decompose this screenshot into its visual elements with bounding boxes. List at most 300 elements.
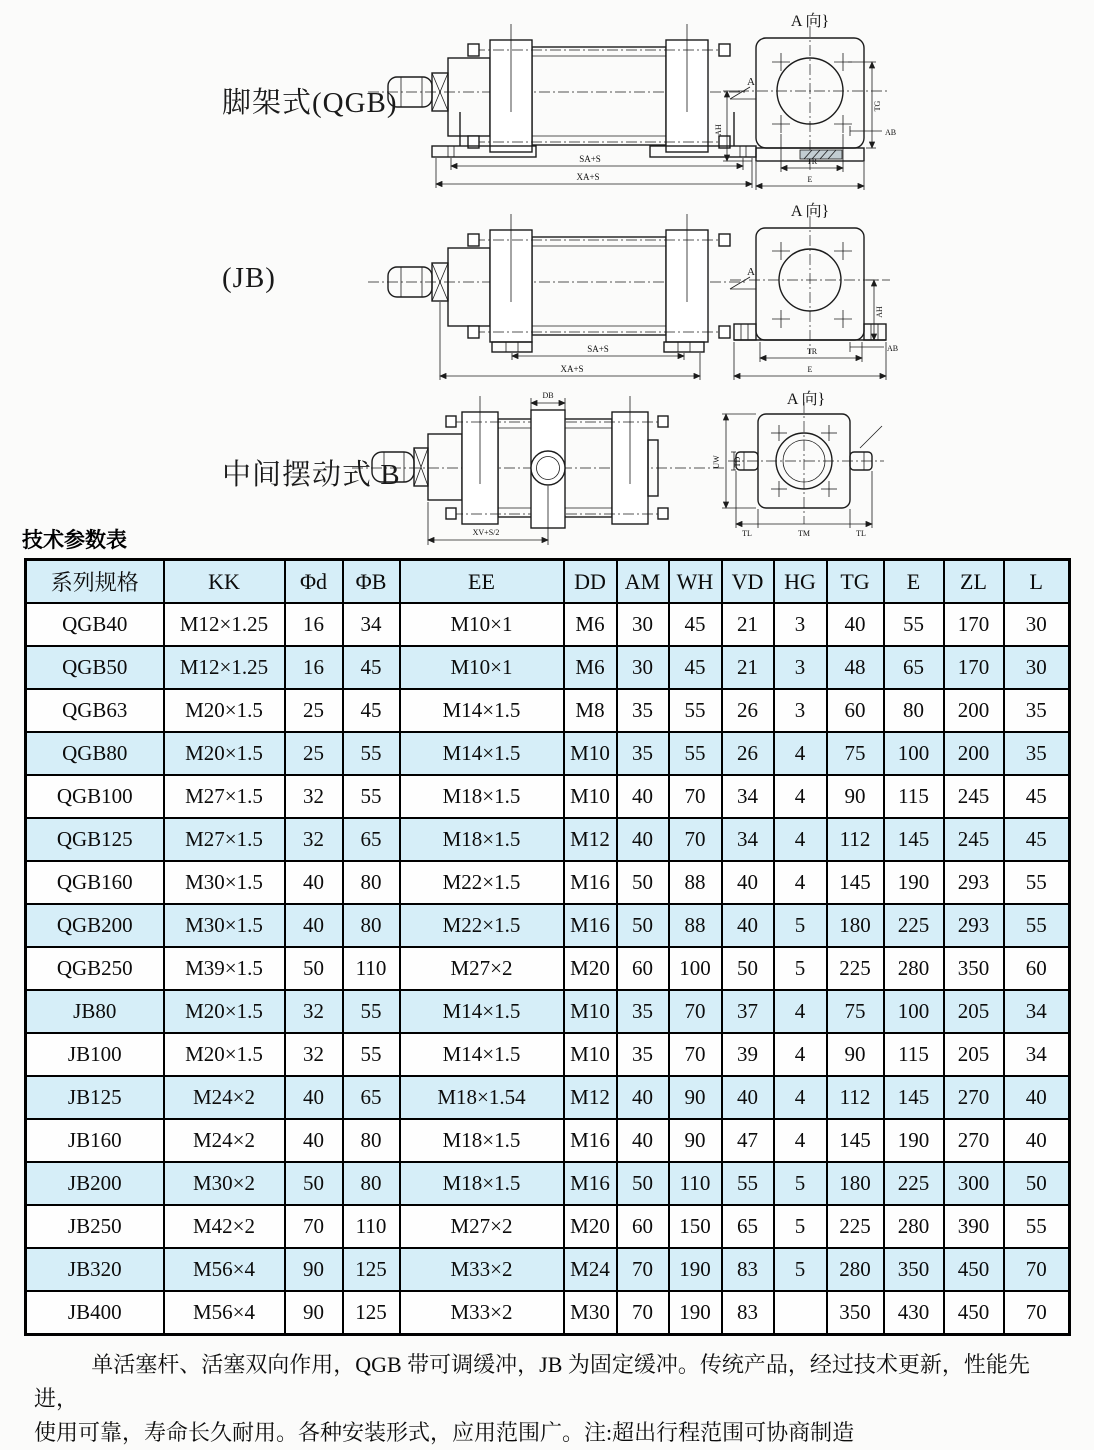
value-cell: 90 <box>827 1033 884 1076</box>
value-cell: 32 <box>285 1033 343 1076</box>
value-cell: M20 <box>564 947 617 990</box>
value-cell: 4 <box>774 1119 827 1162</box>
series-cell: QGB125 <box>26 818 164 861</box>
value-cell: 45 <box>1004 818 1070 861</box>
value-cell: M30 <box>564 1291 617 1335</box>
value-cell: 55 <box>343 1033 400 1076</box>
value-cell: M14×1.5 <box>400 689 564 732</box>
value-cell: 35 <box>617 1033 669 1076</box>
series-cell: JB320 <box>26 1248 164 1291</box>
footer-notes <box>34 1348 1068 1450</box>
value-cell: 145 <box>827 1119 884 1162</box>
value-cell: 70 <box>669 990 722 1033</box>
value-cell: 21 <box>722 603 774 646</box>
value-cell: M14×1.5 <box>400 990 564 1033</box>
value-cell: 55 <box>1004 904 1070 947</box>
mid-side-view <box>352 391 724 545</box>
value-cell: 83 <box>722 1291 774 1335</box>
value-cell: 170 <box>944 603 1004 646</box>
value-cell: 225 <box>827 947 884 990</box>
value-cell: 390 <box>944 1205 1004 1248</box>
value-cell: 40 <box>827 603 884 646</box>
dim-tm-mid: TM <box>798 529 810 538</box>
table-row <box>26 775 1070 818</box>
value-cell: 45 <box>343 646 400 689</box>
value-cell: 40 <box>617 775 669 818</box>
table-row <box>26 1033 1070 1076</box>
value-cell: M20×1.5 <box>164 732 285 775</box>
value-cell: 3 <box>774 689 827 732</box>
value-cell: M27×2 <box>400 1205 564 1248</box>
table-row <box>26 904 1070 947</box>
column-header: VD <box>722 560 774 604</box>
series-cell: QGB80 <box>26 732 164 775</box>
series-cell: JB250 <box>26 1205 164 1248</box>
column-header: L <box>1004 560 1070 604</box>
table-row <box>26 861 1070 904</box>
table-row <box>26 1205 1070 1248</box>
value-cell: 200 <box>944 732 1004 775</box>
value-cell: 450 <box>944 1248 1004 1291</box>
series-cell: QGB63 <box>26 689 164 732</box>
label-jb: (JB) <box>222 262 276 294</box>
value-cell: 35 <box>1004 732 1070 775</box>
value-cell: 55 <box>722 1162 774 1205</box>
value-cell: 21 <box>722 646 774 689</box>
value-cell: 40 <box>1004 1119 1070 1162</box>
view-title-jb: A 向} <box>790 203 830 220</box>
value-cell: 35 <box>617 732 669 775</box>
value-cell: 145 <box>884 818 944 861</box>
dim-db-mid: DB <box>542 391 554 400</box>
footer-line-1: 单活塞杆、活塞双向作用，QGB 带可调缓冲，JB 为固定缓冲。传统产品，经过技术更新，性能先进， <box>34 1352 1030 1412</box>
value-cell: 70 <box>669 775 722 818</box>
value-cell: 450 <box>944 1291 1004 1335</box>
value-cell: 65 <box>884 646 944 689</box>
value-cell: M20 <box>564 1205 617 1248</box>
value-cell: 125 <box>343 1248 400 1291</box>
value-cell: M42×2 <box>164 1205 285 1248</box>
value-cell: 50 <box>285 1162 343 1205</box>
value-cell: 205 <box>944 990 1004 1033</box>
value-cell: 60 <box>617 1205 669 1248</box>
value-cell: 350 <box>884 1248 944 1291</box>
series-cell: QGB100 <box>26 775 164 818</box>
value-cell: M22×1.5 <box>400 861 564 904</box>
value-cell: 4 <box>774 775 827 818</box>
series-cell: JB125 <box>26 1076 164 1119</box>
value-cell: 37 <box>722 990 774 1033</box>
value-cell: 5 <box>774 1205 827 1248</box>
value-cell: M18×1.5 <box>400 1119 564 1162</box>
value-cell: 16 <box>285 603 343 646</box>
table-row <box>26 1119 1070 1162</box>
column-header: Φd <box>285 560 343 604</box>
value-cell: M10×1 <box>400 603 564 646</box>
value-cell: 70 <box>617 1291 669 1335</box>
value-cell: M18×1.5 <box>400 818 564 861</box>
value-cell: M20×1.5 <box>164 990 285 1033</box>
series-cell: JB100 <box>26 1033 164 1076</box>
value-cell: 70 <box>1004 1291 1070 1335</box>
value-cell: M6 <box>564 646 617 689</box>
value-cell: 45 <box>669 646 722 689</box>
dim-tl-right-mid: TL <box>856 529 866 538</box>
value-cell: 55 <box>669 689 722 732</box>
dim-tl-left-mid: TL <box>742 529 752 538</box>
series-cell: QGB250 <box>26 947 164 990</box>
value-cell: 270 <box>944 1119 1004 1162</box>
value-cell: 225 <box>827 1205 884 1248</box>
series-cell: QGB40 <box>26 603 164 646</box>
value-cell: M14×1.5 <box>400 732 564 775</box>
dim-ab-qgb: AB <box>885 128 897 137</box>
table-row <box>26 1248 1070 1291</box>
value-cell: 5 <box>774 1162 827 1205</box>
arrow-a-jb: A <box>747 266 755 278</box>
value-cell: 40 <box>285 861 343 904</box>
value-cell: M18×1.54 <box>400 1076 564 1119</box>
technical-drawings <box>0 0 1094 545</box>
value-cell: 32 <box>285 775 343 818</box>
value-cell: 293 <box>944 904 1004 947</box>
value-cell: 30 <box>617 646 669 689</box>
value-cell: 60 <box>1004 947 1070 990</box>
value-cell: 26 <box>722 689 774 732</box>
value-cell: 60 <box>617 947 669 990</box>
value-cell: M24×2 <box>164 1119 285 1162</box>
value-cell: 34 <box>722 775 774 818</box>
value-cell: 40 <box>617 1076 669 1119</box>
value-cell: 40 <box>722 1076 774 1119</box>
value-cell: M22×1.5 <box>400 904 564 947</box>
value-cell: M20×1.5 <box>164 689 285 732</box>
dim-xa-jb: XA+S <box>560 364 584 374</box>
value-cell: 270 <box>944 1076 1004 1119</box>
value-cell: 100 <box>669 947 722 990</box>
column-header: DD <box>564 560 617 604</box>
value-cell: 40 <box>285 1119 343 1162</box>
value-cell: 225 <box>884 904 944 947</box>
value-cell: 70 <box>1004 1248 1070 1291</box>
series-cell: JB200 <box>26 1162 164 1205</box>
value-cell: 145 <box>827 861 884 904</box>
value-cell: M30×1.5 <box>164 861 285 904</box>
table-row <box>26 990 1070 1033</box>
dim-sa-qgb: SA+S <box>579 154 601 164</box>
value-cell: 47 <box>722 1119 774 1162</box>
value-cell: M27×2 <box>400 947 564 990</box>
value-cell: 55 <box>1004 1205 1070 1248</box>
value-cell: M30×2 <box>164 1162 285 1205</box>
value-cell: 125 <box>343 1291 400 1335</box>
value-cell: 34 <box>1004 1033 1070 1076</box>
value-cell: M6 <box>564 603 617 646</box>
dim-tg-qgb: TG <box>873 100 882 112</box>
value-cell: 280 <box>884 947 944 990</box>
value-cell: 30 <box>617 603 669 646</box>
value-cell: 55 <box>343 775 400 818</box>
table-row <box>26 732 1070 775</box>
value-cell: 88 <box>669 861 722 904</box>
value-cell: M16 <box>564 1119 617 1162</box>
dim-e-jb: E <box>807 365 813 374</box>
series-cell: QGB160 <box>26 861 164 904</box>
arrow-a-qgb: A <box>747 76 755 88</box>
value-cell <box>774 1291 827 1335</box>
value-cell: 40 <box>285 1076 343 1119</box>
column-header: HG <box>774 560 827 604</box>
value-cell: 16 <box>285 646 343 689</box>
value-cell: 26 <box>722 732 774 775</box>
column-header: WH <box>669 560 722 604</box>
value-cell: 90 <box>827 775 884 818</box>
label-mid-trunnion: 中间摆动式 B <box>222 459 401 491</box>
series-cell: JB400 <box>26 1291 164 1335</box>
value-cell: 39 <box>722 1033 774 1076</box>
value-cell: 90 <box>285 1291 343 1335</box>
value-cell: 293 <box>944 861 1004 904</box>
value-cell: 4 <box>774 1033 827 1076</box>
dim-sa-jb: SA+S <box>587 344 609 354</box>
value-cell: M14×1.5 <box>400 1033 564 1076</box>
value-cell: 80 <box>884 689 944 732</box>
value-cell: 45 <box>669 603 722 646</box>
value-cell: 40 <box>1004 1076 1070 1119</box>
value-cell: 190 <box>669 1248 722 1291</box>
qgb-a-view <box>714 12 896 190</box>
value-cell: 65 <box>722 1205 774 1248</box>
value-cell: M24×2 <box>164 1076 285 1119</box>
value-cell: 65 <box>343 818 400 861</box>
value-cell: M56×4 <box>164 1248 285 1291</box>
bolt-cross-marks <box>772 53 852 133</box>
value-cell: 55 <box>1004 861 1070 904</box>
value-cell: 110 <box>669 1162 722 1205</box>
series-cell: JB80 <box>26 990 164 1033</box>
value-cell: 75 <box>827 732 884 775</box>
spec-table <box>24 558 1071 1336</box>
value-cell: 70 <box>617 1248 669 1291</box>
value-cell: 32 <box>285 818 343 861</box>
value-cell: 35 <box>617 990 669 1033</box>
value-cell: 50 <box>617 904 669 947</box>
table-row <box>26 1162 1070 1205</box>
value-cell: 50 <box>722 947 774 990</box>
value-cell: 5 <box>774 904 827 947</box>
column-header: E <box>884 560 944 604</box>
dim-xa-qgb: XA+S <box>576 172 600 182</box>
value-cell: M10 <box>564 990 617 1033</box>
value-cell: 88 <box>669 904 722 947</box>
value-cell: 245 <box>944 775 1004 818</box>
value-cell: M33×2 <box>400 1291 564 1335</box>
value-cell: 225 <box>884 1162 944 1205</box>
value-cell: M27×1.5 <box>164 775 285 818</box>
value-cell: 350 <box>827 1291 884 1335</box>
value-cell: 4 <box>774 861 827 904</box>
view-title-mid: A 向} <box>786 391 826 408</box>
value-cell: 45 <box>343 689 400 732</box>
value-cell: M12×1.25 <box>164 603 285 646</box>
column-header: TG <box>827 560 884 604</box>
jb-a-view <box>730 202 898 380</box>
value-cell: 40 <box>617 818 669 861</box>
value-cell: 50 <box>617 861 669 904</box>
value-cell: 112 <box>827 1076 884 1119</box>
value-cell: 5 <box>774 1248 827 1291</box>
value-cell: 280 <box>884 1205 944 1248</box>
value-cell: 3 <box>774 646 827 689</box>
dim-ab-jb: AB <box>887 344 899 353</box>
value-cell: 25 <box>285 732 343 775</box>
dim-e-qgb: E <box>807 175 813 184</box>
value-cell: 430 <box>884 1291 944 1335</box>
value-cell: 34 <box>722 818 774 861</box>
value-cell: 80 <box>343 1119 400 1162</box>
value-cell: 34 <box>343 603 400 646</box>
value-cell: 90 <box>285 1248 343 1291</box>
value-cell: 245 <box>944 818 1004 861</box>
series-cell: JB160 <box>26 1119 164 1162</box>
value-cell: 5 <box>774 947 827 990</box>
value-cell: M33×2 <box>400 1248 564 1291</box>
value-cell: 4 <box>774 990 827 1033</box>
value-cell: 40 <box>617 1119 669 1162</box>
value-cell: 110 <box>343 947 400 990</box>
value-cell: 60 <box>827 689 884 732</box>
value-cell: M16 <box>564 904 617 947</box>
value-cell: M12×1.25 <box>164 646 285 689</box>
value-cell: 80 <box>343 904 400 947</box>
drawings-svg <box>0 0 1094 545</box>
dim-xv-mid: XV+S/2 <box>472 528 500 537</box>
value-cell: 70 <box>285 1205 343 1248</box>
footer-line-2: 使用可靠，寿命长久耐用。各种安装形式，应用范围广。注:超出行程范围可协商制造 <box>34 1420 855 1446</box>
table-row <box>26 646 1070 689</box>
value-cell: 50 <box>617 1162 669 1205</box>
qgb-side-view <box>368 24 756 188</box>
view-title-qgb: A 向} <box>790 13 830 30</box>
value-cell: 45 <box>1004 775 1070 818</box>
value-cell: 100 <box>884 990 944 1033</box>
value-cell: 90 <box>669 1119 722 1162</box>
column-header: AM <box>617 560 669 604</box>
column-header: EE <box>400 560 564 604</box>
value-cell: 30 <box>1004 646 1070 689</box>
value-cell: 300 <box>944 1162 1004 1205</box>
value-cell: M30×1.5 <box>164 904 285 947</box>
value-cell: 75 <box>827 990 884 1033</box>
value-cell: 4 <box>774 1076 827 1119</box>
column-header: KK <box>164 560 285 604</box>
value-cell: 40 <box>285 904 343 947</box>
jb-side-view <box>368 214 756 380</box>
value-cell: 170 <box>944 646 1004 689</box>
value-cell: 180 <box>827 1162 884 1205</box>
mid-a-view <box>712 390 884 538</box>
value-cell: 115 <box>884 775 944 818</box>
value-cell: 55 <box>343 990 400 1033</box>
value-cell: 50 <box>285 947 343 990</box>
value-cell: 70 <box>669 818 722 861</box>
value-cell: 90 <box>669 1076 722 1119</box>
value-cell: 40 <box>722 904 774 947</box>
dim-ah-jb: AH <box>875 306 884 318</box>
value-cell: 65 <box>343 1076 400 1119</box>
value-cell: 200 <box>944 689 1004 732</box>
table-row <box>26 1291 1070 1335</box>
value-cell: 83 <box>722 1248 774 1291</box>
dim-tr-qgb: TR <box>806 157 818 166</box>
table-row <box>26 818 1070 861</box>
value-cell: 4 <box>774 732 827 775</box>
table-header-row <box>26 560 1070 604</box>
value-cell: M10 <box>564 1033 617 1076</box>
value-cell: M10 <box>564 732 617 775</box>
value-cell: 180 <box>827 904 884 947</box>
value-cell: M12 <box>564 1076 617 1119</box>
value-cell: 115 <box>884 1033 944 1076</box>
value-cell: M8 <box>564 689 617 732</box>
value-cell: M12 <box>564 818 617 861</box>
dim-tr-jb: TR <box>806 347 818 356</box>
dim-ah-qgb: AH <box>714 124 723 136</box>
value-cell: M24 <box>564 1248 617 1291</box>
value-cell: M16 <box>564 1162 617 1205</box>
value-cell: 25 <box>285 689 343 732</box>
value-cell: 100 <box>884 732 944 775</box>
value-cell: M18×1.5 <box>400 1162 564 1205</box>
value-cell: 40 <box>722 861 774 904</box>
value-cell: 80 <box>343 861 400 904</box>
value-cell: 350 <box>944 947 1004 990</box>
value-cell: 280 <box>827 1248 884 1291</box>
value-cell: 34 <box>1004 990 1070 1033</box>
value-cell: 4 <box>774 818 827 861</box>
value-cell: 150 <box>669 1205 722 1248</box>
value-cell: 32 <box>285 990 343 1033</box>
label-foot-mount-qgb: 脚架式(QGB) <box>222 87 398 119</box>
value-cell: 35 <box>617 689 669 732</box>
value-cell: 48 <box>827 646 884 689</box>
table-body <box>26 603 1070 1335</box>
value-cell: 55 <box>343 732 400 775</box>
value-cell: 112 <box>827 818 884 861</box>
value-cell: 70 <box>669 1033 722 1076</box>
value-cell: 80 <box>343 1162 400 1205</box>
table-row <box>26 1076 1070 1119</box>
series-cell: QGB50 <box>26 646 164 689</box>
value-cell: 55 <box>669 732 722 775</box>
value-cell: 190 <box>669 1291 722 1335</box>
table-row <box>26 689 1070 732</box>
value-cell: M18×1.5 <box>400 775 564 818</box>
series-cell: QGB200 <box>26 904 164 947</box>
value-cell: 50 <box>1004 1162 1070 1205</box>
value-cell: 205 <box>944 1033 1004 1076</box>
table-row <box>26 947 1070 990</box>
column-header: ΦB <box>343 560 400 604</box>
value-cell: 190 <box>884 861 944 904</box>
value-cell: M16 <box>564 861 617 904</box>
value-cell: M10×1 <box>400 646 564 689</box>
dim-uw-mid: UW <box>712 455 721 469</box>
table-row <box>26 603 1070 646</box>
value-cell: M27×1.5 <box>164 818 285 861</box>
value-cell: 3 <box>774 603 827 646</box>
value-cell: 110 <box>343 1205 400 1248</box>
